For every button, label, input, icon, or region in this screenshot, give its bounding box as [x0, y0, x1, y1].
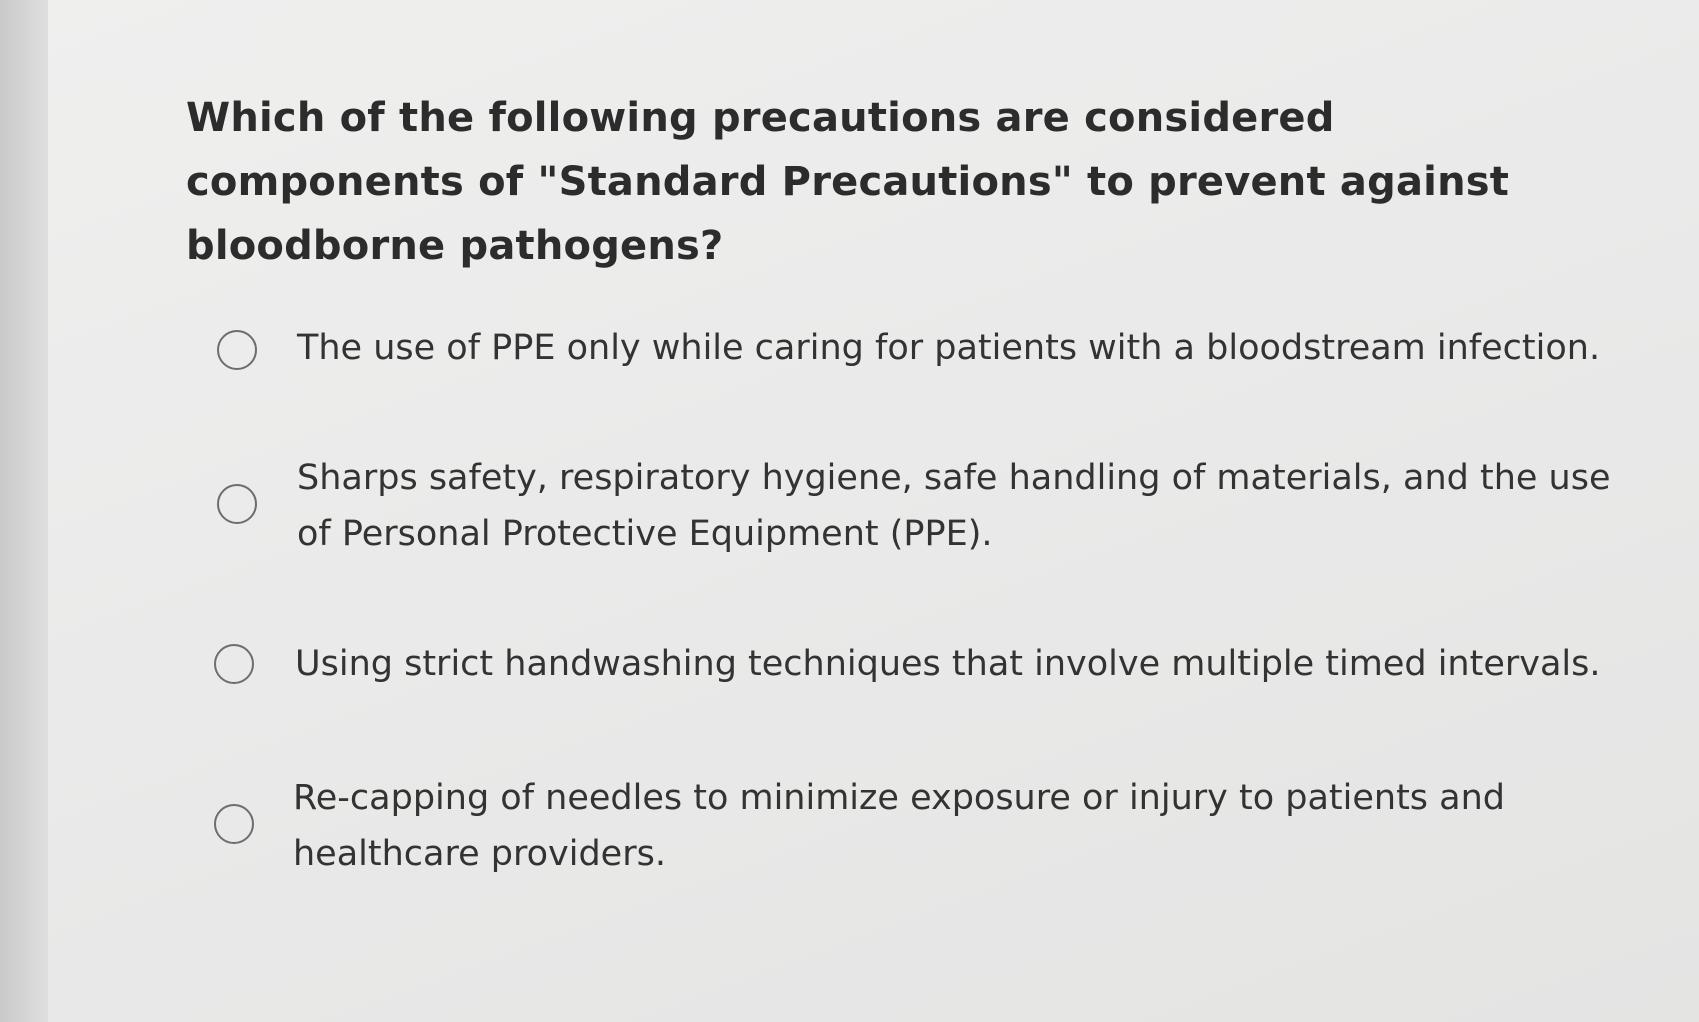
question-text: Which of the following precautions are considered components of "Standard Precautions" to prevent against bloodborne pathogens? — [186, 95, 1510, 269]
radio-button-1[interactable] — [217, 330, 257, 370]
radio-button-4[interactable] — [214, 804, 254, 844]
option-3-label[interactable]: Using strict handwashing techniques that involve multiple timed intervals. — [295, 644, 1601, 684]
answer-option-2[interactable] — [0, 450, 1699, 570]
answer-option-3[interactable] — [0, 636, 1699, 756]
answer-option-1[interactable] — [0, 320, 1699, 440]
option-2-label[interactable]: Sharps safety, respiratory hygiene, safe handling of materials, and the use of Personal Protective Equipment (PPE). — [297, 458, 1611, 554]
radio-button-2[interactable] — [217, 484, 257, 524]
option-1-label[interactable]: The use of PPE only while caring for patients with a bloodstream infection. — [297, 328, 1601, 368]
answer-option-4[interactable] — [0, 770, 1699, 890]
radio-button-3[interactable] — [214, 644, 254, 684]
option-4-label[interactable]: Re-capping of needles to minimize exposure or injury to patients and healthcare providers. — [293, 778, 1506, 874]
